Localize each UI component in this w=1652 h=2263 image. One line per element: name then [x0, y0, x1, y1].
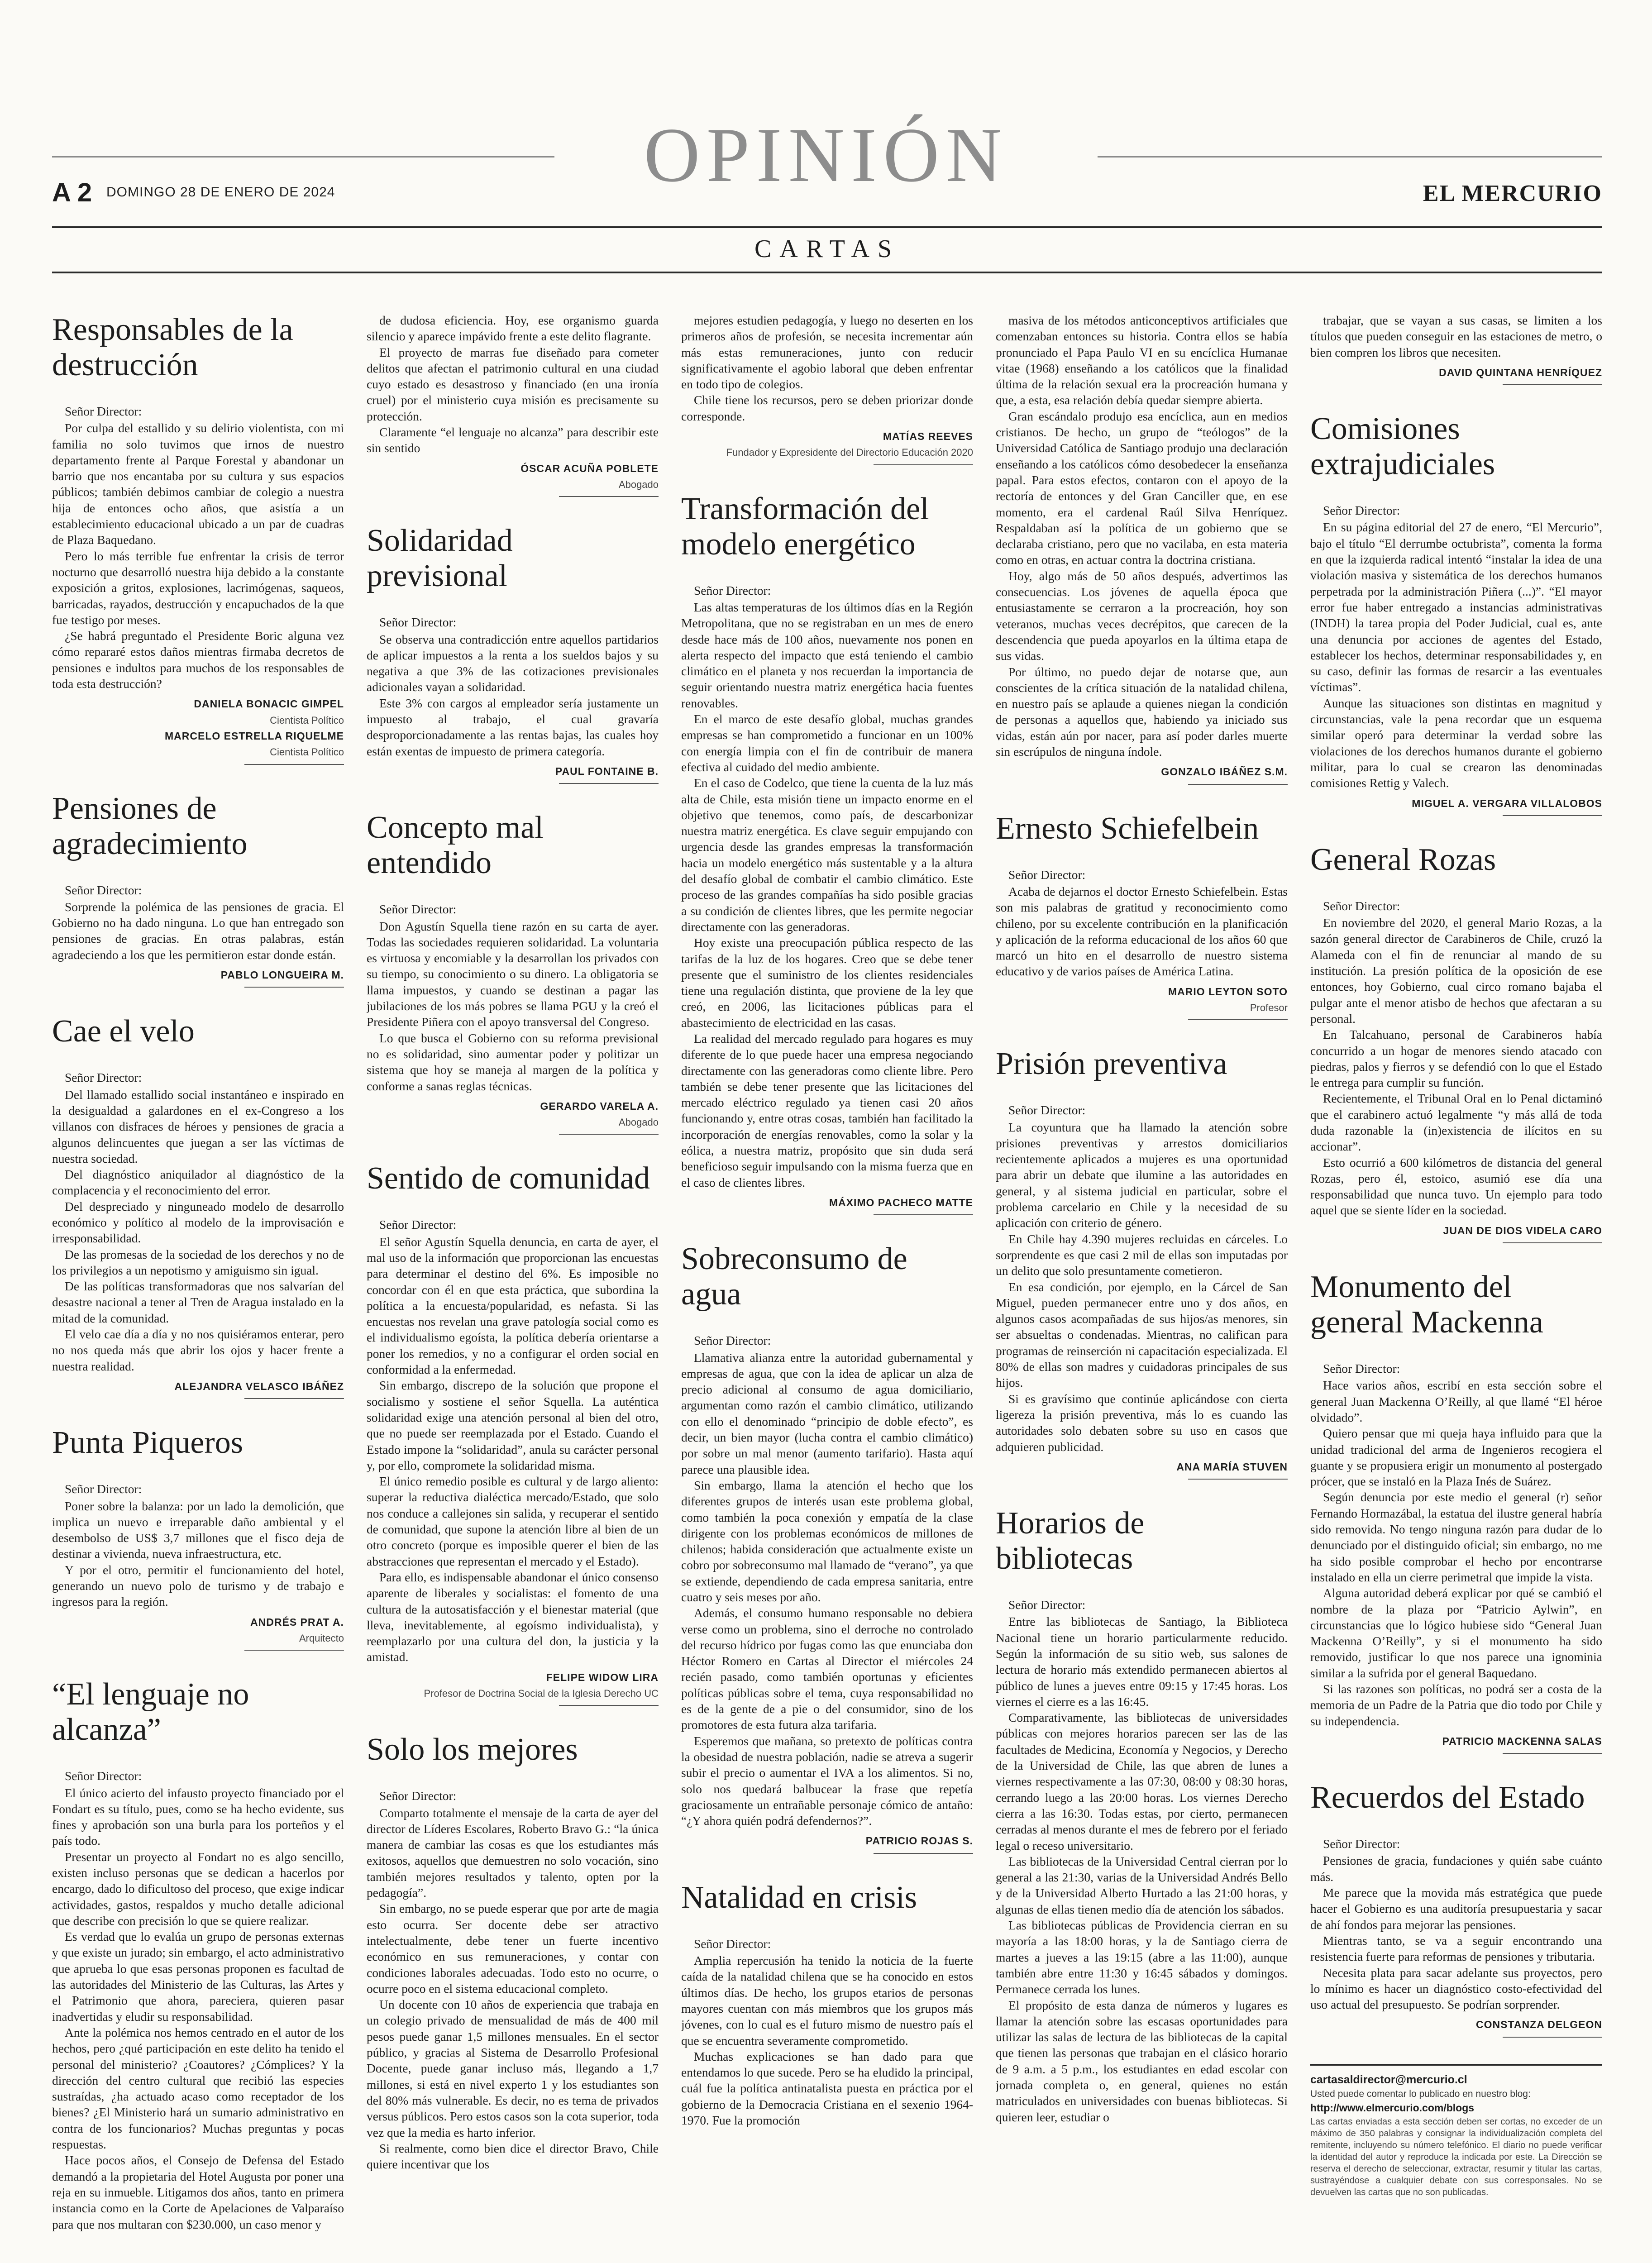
subsection-bar: [52, 226, 1602, 273]
letter-paragraph: Quiero pensar que mi queja haya influido para que la unidad tradicional del arma de Ingenieros recogiera el guante y se propusiera erigir un monumento al postergado prócer, que se instaló en la Plaza Inés de Suárez.: [1310, 1426, 1602, 1489]
letter-title: Comisiones extrajudiciales: [1310, 411, 1495, 482]
letter-title: Solo los mejores: [367, 1732, 578, 1767]
letter-paragraph: Mientras tanto, se va a seguir encontrando una resistencia fuerte para reformas de pensiones y tributaria.: [1310, 1933, 1602, 1964]
letter-signature: [1310, 1733, 1602, 1754]
letter-paragraph: El único remedio posible es cultural y de largo aliento: superar la reductiva dialéctica mercado/Estado, que solo nos conduce a callejones sin salida, y recuperar el sentido de comunidad, que supone la atención libre al bien de un otro concreto (porque es imposible querer el bien de las abstracciones que representan el mercado y el Estado).: [367, 1474, 659, 1568]
letter-title: Transformación del modelo energético: [681, 491, 929, 562]
letter-title: Natalidad en crisis: [681, 1880, 917, 1915]
letter-paragraph: Entre las bibliotecas de Santiago, la Biblioteca Nacional tiene un horario particularmente reducido. Según la información de su sitio web, sus salones de lectura de horario más extendido permanecen abiertos al público de lunes a jueves entre 09:15 y 17:45 horas. Los viernes el cierre es a las 16:45.: [996, 1614, 1288, 1709]
letters-column: [681, 312, 973, 2263]
letter-paragraph: Para ello, es indispensable abandonar el único consenso aparente de liberales y socialistas: el fomento de una cultura de la autosatisfacción y el bienestar material (que lleva, inevitablemente, al egoísmo individualista), y reemplazarlo por una cultura del don, la justicia y la amistad.: [367, 1570, 659, 1664]
letter-paragraph: Gran escándalo produjo esa encíclica, aun en medios cristianos. De hecho, un grupo de “teólogos” de la Universidad Católica de Santiago produjo una declaración enseñando a los católicos cómo desobedecer la enseñanza papal. Para estos efectos, contaron con el apoyo de la rectoría de entonces y del Gran Canciller que, en ese momento, era el cardenal Raúl Silva Henríquez. Respaldaban así la política de un gobierno que se declaraba cristiano, pero que no vacilaba, en esta materia como en otras, en actuar contra la doctrina cristiana.: [996, 409, 1288, 567]
author-name: GONZALO IBÁÑEZ S.M.: [1161, 766, 1288, 778]
letter-salutation: Señor Director:: [694, 1333, 771, 1348]
letter-paragraph: Muchas explicaciones se han dado para que entendamos lo que sucede. Pero se ha eludido la principal, cuál fue la política antinatalista puesta en práctica por el gobierno de la Democracia Cristiana en el sexenio 1964-1970. Fue la promoción: [681, 2049, 973, 2128]
letter: [367, 523, 659, 784]
author-name: DAVID QUINTANA HENRÍQUEZ: [1439, 366, 1602, 378]
letter-paragraph: Si es gravísimo que continúe aplicándose con cierta ligereza la prisión preventiva, más lo es cuando las autoridades solo debaten sobre su uso en casos que adquieren publicidad.: [996, 1391, 1288, 1454]
signature-rule: [244, 1398, 344, 1399]
signature-rule: [1503, 1753, 1602, 1754]
letters-column: [1310, 312, 1602, 2263]
author-name: MARCELO ESTRELLA RIQUELME: [165, 730, 344, 742]
author-name: DANIELA BONACIC GIMPEL: [194, 698, 344, 710]
letter-signature: [1310, 2017, 1602, 2037]
letter: [52, 791, 344, 988]
letter-title: Prisión preventiva: [996, 1046, 1227, 1082]
letter-paragraph: Si realmente, como bien dice el director Bravo, Chile quiere incentivar que los: [367, 2141, 659, 2172]
letter-paragraph: Poner sobre la balanza: por un lado la demolición, que implica un nuevo e irreparable daño ambiental y el desembolso de US$ 3,7 millones que el fisco deja de destinar a vivienda, nueva infraestructura, etc.: [52, 1499, 344, 1561]
letter: [996, 811, 1288, 1021]
author-role: Abogado: [618, 1117, 659, 1128]
newspaper-logo: EL MERCURIO: [1423, 181, 1602, 206]
letter-title: Cae el velo: [52, 1014, 195, 1049]
letter-title: Concepto mal entendido: [367, 810, 544, 881]
letter: [52, 1425, 344, 1651]
letter-paragraph: Sin embargo, discrepo de la solución que propone el socialismo y sostiene el señor Squella. La auténtica solidaridad exige una atención personal al bien del otro, que no puede ser reemplazada por el Estado. Cuando el Estado impone la “solidaridad”, anula su carácter personal y, por ello, compromete la solidaridad misma.: [367, 1378, 659, 1472]
letter-paragraph: Presentar un proyecto al Fondart no es algo sencillo, existen incluso personas que se dedican a hacerlos por encargo, dado lo dificultoso del proceso, que exige indicar actividades, gastos, respaldos y mucho detalle adicional que describe con precisión lo que se quiere realizar.: [52, 1849, 344, 1928]
letter-paragraph: Se observa una contradicción entre aquellos partidarios de aplicar impuestos a la renta a los sueldos bajos y su negativa a que 3% de las cotizaciones previsionales adicionales vayan a solidaridad.: [367, 632, 659, 694]
letter-paragraph: El único acierto del infausto proyecto financiado por el Fondart es su título, pues, como se ha hecho evidente, sus fines y aprobación son una burla para los porteños y el país todo.: [52, 1786, 344, 1848]
letter-title: Monumento del general Mackenna: [1310, 1270, 1543, 1340]
letter-signature: [367, 764, 659, 784]
author-name: MATÍAS REEVES: [883, 430, 973, 443]
signature-rule: [1503, 384, 1602, 385]
letter-signature: [681, 429, 973, 465]
signature-rule: [244, 764, 344, 765]
letter-paragraph: Del despreciado y ninguneado modelo de desarrollo económico y político al modelo de la improvisación e irresponsabilidad.: [52, 1199, 344, 1246]
letter-paragraph: En el marco de este desafío global, muchas grandes empresas se han comprometido a funcionar en un 100% con energía limpia con el fin de contribuir de manera efectiva al cuidado del medio ambiente.: [681, 712, 973, 774]
signature-rule: [559, 1705, 659, 1706]
letter-paragraph: Pero lo más terrible fue enfrentar la crisis de terror nocturno que desarrolló nuestra hija debido a la constante exposición a gritos, explosiones, lacrimógenas, saqueos, barricadas, rayados, destrucción y encapuchados de la que fue testigo por meses.: [52, 549, 344, 627]
letter-signature: [52, 696, 344, 764]
author-role: Cientista Político: [270, 746, 344, 758]
contact-box: [1310, 2064, 1602, 2199]
letter-paragraph: Chile tiene los recursos, pero se deben priorizar donde corresponde.: [681, 393, 973, 423]
letter-paragraph: Del llamado estallido social instantáneo e inspirado en la desigualdad a galardones en el ex-Congreso a los villanos con disfraces de héroes y pensiones de gracia a algunos delincuentes que juegan a ser las víctimas de nuestra sociedad.: [52, 1087, 344, 1165]
letter-paragraph: Sin embargo, no se puede esperar que por arte de magia esto ocurra. Ser docente debe ser atractivo intelectualmente, debe tener un fuerte incentivo económico en sus remuneraciones, y contar con condiciones laborales adecuadas. Todo esto no ocurre, o ocurre poco en el sistema educacional completo.: [367, 1901, 659, 1996]
letter-paragraph: Amplia repercusión ha tenido la noticia de la fuerte caída de la natalidad chilena que se ha conocido en estos últimos días. De hecho, los grupos etarios de personas mayores cuentan con más miembros que los grupos más jóvenes, con lo cual es el futuro mismo de nuestro país el que se encuentra severamente comprometido.: [681, 1953, 973, 2048]
author-name: ALEJANDRA VELASCO IBÁÑEZ: [174, 1380, 344, 1392]
signature-rule: [874, 1853, 973, 1854]
letter-paragraph: Recientemente, el Tribunal Oral en lo Penal dictaminó que el carabinero actuó legalmente “y más allá de toda duda razonable la (in)existencia de ilícitos en su accionar”.: [1310, 1091, 1602, 1154]
page-number: A 2: [52, 178, 92, 207]
letter-paragraph: El propósito de esta danza de números y lugares es llamar la atención sobre las escasas oportunidades para utilizar las salas de lectura de las bibliotecas de la capital que tienen las personas que trabajan en el clásico horario de 9 a.m. a 5 p.m., los estudiantes en edad escolar con jornada completa o, en general, quienes no están matriculados en universidades con buenas bibliotecas. Si quieren leer, estudiar o: [996, 1998, 1288, 2124]
letter: [1310, 1270, 1602, 1754]
letter-salutation: Señor Director:: [379, 1217, 457, 1232]
letter-paragraph: De las políticas transformadoras que nos salvarían del desastre nacional a tener al Tren de Aragua instalado en la mitad de la comunidad.: [52, 1279, 344, 1325]
letter: [367, 1732, 659, 2172]
letter-paragraph: de dudosa eficiencia. Hoy, ese organismo guarda silencio y aparece impávido frente a este delito flagrante.: [367, 313, 659, 344]
letter-paragraph: Hoy existe una preocupación pública respecto de las tarifas de la luz de los hogares. Creo que se debe tener presente que el suministro de los clientes residenciales tiene una regulación distinta, que proviene de la ley que creó, en 2006, las licitaciones públicas para el abastecimiento de electricidad en las casas.: [681, 936, 973, 1030]
author-name: ANA MARÍA STUVEN: [1176, 1461, 1288, 1473]
letter-salutation: Señor Director:: [1008, 1598, 1086, 1612]
author-role: Arquitecto: [299, 1632, 344, 1644]
letter-paragraph: Aunque las situaciones son distintas en magnitud y circunstancias, vale la pena recordar que un esquema similar operó para determinar la verdad sobre las violaciones de los derechos humanos durante el gobierno militar, para lo cual se crearon las denominadas comisiones Rettig y Valech.: [1310, 696, 1602, 790]
letter-paragraph: En Talcahuano, personal de Carabineros había concurrido a un hogar de menores siendo atacado con piedras, palos y fierros y se defendió con lo que el Estado le entrega para cumplir su función.: [1310, 1027, 1602, 1090]
signature-rule: [1503, 2037, 1602, 2038]
letters-columns: [52, 312, 1602, 2263]
letter-paragraph: El señor Agustín Squella denuncia, en carta de ayer, el mal uso de la información que proporcionan las encuestas para determinar el destino del 6%. Es imposible no concordar con él en que esta práctica, que subordina la política a la encuesta/popularidad, es nefasta. Si las encuestas nos revelan una grave patología social como es el individualismo egoísta, la política debería orientarse a poner los remedios, y no a configurar el orden social en conformidad a la enfermedad.: [367, 1234, 659, 1377]
letter-signature: [996, 984, 1288, 1021]
letter: [1310, 312, 1602, 385]
letter-paragraph: Si las razones son políticas, no podrá ser a costa de la memoria de un Padre de la Patria que dio todo por Chile y su independencia.: [1310, 1682, 1602, 1728]
letter-paragraph: ¿Se habrá preguntado el Presidente Boric alguna vez cómo repararé estos daños mientras firmaba decretos de pensiones e indultos para muchos de los responsables de toda esta destrucción?: [52, 629, 344, 691]
letter-paragraph: Las bibliotecas públicas de Providencia cierran en su mayoría a las 18:00 horas, y la de Santiago cierra de martes a jueves a las 19:15 (abre a las 11:00), aunque también abre entre 11:30 y 16:45 sábados y domingos. Permanece cerrada los lunes.: [996, 1918, 1288, 1996]
letter-salutation: Señor Director:: [65, 1769, 142, 1783]
letter: [996, 1506, 1288, 2125]
letter-title: Solidaridad previsional: [367, 523, 513, 594]
letter-salutation: Señor Director:: [1323, 503, 1400, 518]
letter-salutation: Señor Director:: [65, 404, 142, 418]
letter-title: Horarios de bibliotecas: [996, 1506, 1145, 1576]
letter-paragraph: Del diagnóstico aniquilador al diagnóstico de la complacencia y el reconocimiento del error.: [52, 1167, 344, 1198]
signature-rule: [874, 1214, 973, 1215]
letter-signature: [52, 967, 344, 988]
letter-paragraph: Las bibliotecas de la Universidad Central cierran por lo general a las 21:30, varias de la Universidad Andrés Bello y de la Universidad Alberto Hurtado a las 21:00 horas, y algunas de ellas tienen medio día de atención los sábados.: [996, 1854, 1288, 1916]
letter-signature: [367, 461, 659, 497]
letter-title: Sentido de comunidad: [367, 1161, 650, 1196]
blog-link[interactable]: http://www.elmercurio.com/blogs: [1310, 2102, 1475, 2114]
author-name: ÓSCAR ACUÑA POBLETE: [520, 462, 659, 474]
letter-paragraph: En esa condición, por ejemplo, en la Cárcel de San Miguel, pueden permanecer entre uno y dos años, en algunos casos acompañadas de sus hijos/as menores, sin ser absueltas o condenadas. Mientras, no califican para programas de reinserción ni capacitación especializada. El 80% de ellas son madres y cuidadoras principales de sus hijos.: [996, 1280, 1288, 1390]
letter-paragraph: Necesita plata para sacar adelante sus proyectos, pero lo mínimo es hacer un diagnóstico costo-efectividad del uso actual del presupuesto. Se podrían sorprender.: [1310, 1965, 1602, 2012]
letter-paragraph: Claramente “el lenguaje no alcanza” para describir este sin sentido: [367, 425, 659, 455]
letter-paragraph: La realidad del mercado regulado para hogares es muy diferente de lo que puede hacer una empresa negociando directamente con las generadoras como cliente libre. Pero también se debe tener presente que las licitaciones del mercado eléctrico regulado ya tienen casi 20 años funcionando y, entre otras cosas, también han facilitado la incorporación de energías renovables, como la solar y la eólica, a nuestra matriz, propósito que sin duda será beneficioso seguir impulsando con la misma fuerza que en el caso de clientes libres.: [681, 1031, 973, 1189]
letter-title: “El lenguaje no alcanza”: [52, 1677, 249, 1747]
letter: [681, 312, 973, 465]
letter-salutation: Señor Director:: [379, 1789, 457, 1803]
letter-paragraph: Por culpa del estallido y su delirio violentista, con mi familia no solo tuvimos que irnos de nuestro departamento frente al Parque Forestal y abandonar un barrio que nos encantaba por su cultura y sus espacios públicos; también debimos cambiar de colegio a nuestra hija de entonces ocho años, que asistía a un establecimiento educacional ubicado a un par de cuadras de Plaza Baquedano.: [52, 421, 344, 547]
letter-title: Responsables de la destrucción: [52, 312, 293, 382]
letter: [681, 1241, 973, 1854]
letters-column: [996, 312, 1288, 2263]
letter-salutation: Señor Director:: [379, 902, 457, 917]
letter-signature: [996, 764, 1288, 784]
letter-signature: [681, 1195, 973, 1215]
letter-paragraph: Acaba de dejarnos el doctor Ernesto Schiefelbein. Estas son mis palabras de gratitud y reconocimiento como chileno, por su excelente contribución en la planificación y aplicación de la reforma educacional de los años 60 que marcó un hito en el desarrollo de nuestro sistema educativo y de varios países de América Latina.: [996, 884, 1288, 979]
signature-rule: [1503, 815, 1602, 816]
letter-title: Pensiones de agradecimiento: [52, 791, 248, 861]
subsection-label: CARTAS: [754, 235, 900, 263]
letter-paragraph: Esto ocurrió a 600 kilómetros de distancia del general Rozas, pero él, estoico, asumió ese día una responsabilidad que nunca tuvo. Un ejemplo para todo aquel que se siente líder en la sociedad.: [1310, 1155, 1602, 1217]
letter: [681, 492, 973, 1216]
letter-paragraph: Esperemos que mañana, so pretexto de políticas contra la obesidad de nuestra población, nadie se atreva a sugerir subir el precio o aumentar el IVA a los alimentos. Si no, solo nos quedará balbucear la frase que repetía graciosamente un entrañable personaje cómico de antaño: “¿Y ahora quién podrá defendernos?”.: [681, 1733, 973, 1828]
author-name: PAUL FONTAINE B.: [555, 765, 659, 777]
letter-title: Recuerdos del Estado: [1310, 1780, 1585, 1815]
letter-paragraph: Un docente con 10 años de experiencia que trabaja en un colegio privado de mensualidad de más de 400 mil pesos puede ganar 1,5 millones mensuales. En el sector público, y gracias al Sistema de Desarrollo Profesional Docente, puede ganar incluso más, llegando a 1,7 millones, si está en nivel experto 1 y los estudiantes son del 80% más vulnerable. Es decir, no es tema de privados versus públicos. Pero estos casos son la cota superior, toda vez que la media es harto inferior.: [367, 1997, 659, 2139]
author-role: Profesor: [1250, 1002, 1288, 1013]
letter-salutation: Señor Director:: [65, 1482, 142, 1496]
letter: [367, 312, 659, 497]
letter-paragraph: Hoy, algo más de 50 años después, advertimos las consecuencias. Los jóvenes de aquella época que entusiastamente se cerraron a la procreación, hoy son veteranos, muchas veces decrépitos, que carecen de la descendencia que pueda apoyarlos en la última etapa de sus vidas.: [996, 568, 1288, 663]
author-name: PATRICIO ROJAS S.: [865, 1835, 973, 1847]
letters-column: [367, 312, 659, 2263]
letter-salutation: Señor Director:: [694, 583, 771, 597]
signature-rule: [1188, 784, 1288, 785]
letter-paragraph: Llamativa alianza entre la autoridad gubernamental y empresas de agua, que con la idea de aplicar un alza de precio adicional al consumo de agua domiciliario, argumentan como razón el cambio climático, utilizando con ello el denominado “principio de doble efecto”, es decir, un bien mayor (lucha contra el cambio climático) por sobre un mal menor (aumento tarifario). Hasta aquí parece una plausible idea.: [681, 1350, 973, 1476]
letter-paragraph: En su página editorial del 27 de enero, “El Mercurio”, bajo el título “El derrumbe octubrista”, comenta la forma en que la izquierda radical intentó “instalar la idea de una violación masiva y sistemática de los derechos humanos perpetrada por la administración Piñera (...)”. “El mayor error fue haber entregado a instancias administrativas (INDH) la tarea propia del Poder Judicial, cual es, ante una denuncia por acciones de agentes del Estado, establecer los hechos, determinar responsabilidades y, en su caso, definir las formas de resarcir a las eventuales víctimas”.: [1310, 520, 1602, 694]
letter-paragraph: Según denuncia por este medio el general (r) señor Fernando Hormazábal, la estatua del ilustre general habría sido removida. No tengo ninguna razón para dudar de lo denunciado por el distinguido oficial; sin embargo, no me ha sido posible comprobar el hecho por encontrarse instalado en ella un cierre perimetral que impide la vista.: [1310, 1490, 1602, 1584]
letter-signature: [367, 1670, 659, 1706]
letter-paragraph: Ante la polémica nos hemos centrado en el autor de los hechos, pero ¿qué participación en este delito ha tenido el personal del ministerio? ¿Coautores? ¿Cómplices? Y la dirección del centro cultural que recibió las especies sustraídas, ¿ha actuado acaso como receptador de los bienes? ¿El Ministerio hará un sumario administrativo en contra de los funcionarios? Muchas preguntas y pocas respuestas.: [52, 2025, 344, 2152]
edition-date: DOMINGO 28 DE ENERO DE 2024: [106, 185, 335, 200]
author-name: CONSTANZA DELGEON: [1476, 2019, 1602, 2031]
letter-signature: [996, 1459, 1288, 1480]
letter-signature: [52, 1379, 344, 1399]
letter-paragraph: En el caso de Codelco, que tiene la cuenta de la luz más alta de Chile, esta misión tiene un impacto enorme en el objetivo que tenemos, como país, de descarbonizar nuestra matriz energética. Es clave seguir empujando con urgencia desde las grandes empresas la transformación hacia un modelo energético más sustentable y a la altura del desafío global de combatir el cambio climático. Este proceso de las grandes compañías ha sido posible gracias a su condición de clientes libres, que les permite negociar directamente con las generadoras.: [681, 776, 973, 934]
letter-paragraph: Hace varios años, escribí en esta sección sobre el general Juan Mackenna O’Reilly, al que llamé “El héroe olvidado”.: [1310, 1378, 1602, 1424]
letter: [1310, 842, 1602, 1243]
letter-paragraph: masiva de los métodos anticonceptivos artificiales que comenzaban entonces su historia. Contra ellos se había pronunciado el Papa Paulo VI en su encíclica Humanae vitae (1968) enseñando a los católicos que la finalidad última de la relación sexual era la procreación humana y que, a esta, esa relación debía quedar siempre abierta.: [996, 313, 1288, 407]
letter-signature: [52, 1614, 344, 1651]
signature-rule: [559, 1134, 659, 1135]
letter-salutation: Señor Director:: [1008, 1103, 1086, 1117]
letter-paragraph: El proyecto de marras fue diseñado para cometer delitos que afectan el patrimonio cultural en una ciudad cuyo estado es desastroso y financiado (en una ironía cruel) por el ministerio cuya misión es precisamente su protección.: [367, 345, 659, 423]
letter-paragraph: Sin embargo, llama la atención el hecho que los diferentes grupos de interés usan este problema global, como también la poca conexión y empatía de la clase dirigente con los problemas económicos de millones de chilenos; habida consideración que actualmente existe un cobro por sobreconsumo mal llamado de “verano”, ya que se extiende, dependiendo de cada empresa sanitaria, entre cuatro y seis meses por año.: [681, 1478, 973, 1604]
letter-paragraph: El velo cae día a día y no nos quisiéramos enterar, pero no nos queda más que abrir los ojos y hacer frente a nuestra realidad.: [52, 1327, 344, 1373]
letter-paragraph: En Chile hay 4.390 mujeres recluidas en cárceles. Lo sorprendente es que casi 2 mil de ellas son imputadas por un delito que solo presuntamente cometieron.: [996, 1232, 1288, 1278]
signature-rule: [244, 987, 344, 988]
letter-paragraph: En noviembre del 2020, el general Mario Rozas, a la sazón general director de Carabineros de Chile, cruzó la Alameda con el fin de renunciar al mando de su institución. La presión política de la oposición de ese entonces, hoy Gobierno, cual circo romano bajaba el pulgar ante el menor atisbo de hechos que afectaran a su personal.: [1310, 916, 1602, 1026]
letter-paragraph: trabajar, que se vayan a sus casas, se limiten a los títulos que pueden conseguir en las estaciones de metro, o bien compren los libros que necesiten.: [1310, 313, 1602, 359]
letter-paragraph: Alguna autoridad deberá explicar por qué se cambió el nombre de la plaza por “Patricio Aylwin”, en circunstancias que lo lógico hubiese sido “General Juan Mackenna O’Reilly”, y si el monumento ha sido removido, justificar lo que nos parece una ignominia similar a la sufrida por el general Baquedano.: [1310, 1586, 1602, 1680]
author-role: Fundador y Expresidente del Directorio Educación 2020: [726, 447, 973, 458]
signature-rule: [559, 783, 659, 784]
author-name: JUAN DE DIOS VIDELA CARO: [1443, 1224, 1602, 1237]
letter-salutation: Señor Director:: [1008, 867, 1086, 882]
author-name: PATRICIO MACKENNA SALAS: [1442, 1735, 1602, 1747]
letter: [367, 1161, 659, 1706]
author-role: Abogado: [618, 478, 659, 490]
letter-paragraph: Don Agustín Squella tiene razón en su carta de ayer. Todas las sociedades requieren solidaridad. La voluntaria es virtuosa y encomiable y la desarrollan los privados con su tiempo, su conocimiento o su dinero. La obligatoria se llama impuestos, y cuando se destinan a pagar las jubilaciones de los más pobres se llama PGU y la creó el Presidente Piñera con el apoyo transversal del Congreso.: [367, 919, 659, 1029]
letter-paragraph: mejores estudien pedagogía, y luego no deserten en los primeros años de profesión, se necesita incrementar aún más estas remuneraciones, junto con reducir significativamente el agobio laboral que deben enfrentar en todo tipo de colegios.: [681, 313, 973, 391]
letter: [1310, 1780, 1602, 2038]
letter-paragraph: Es verdad que lo evalúa un grupo de personas externas y que existe un jurado; sin embargo, el acto administrativo que aprueba lo que esas personas proponen es facultad de las autoridades del Ministerio de las Culturas, las Artes y el Patrimonio que ahora, pareciera, quieren pasar inadvertidas y eludir su responsabilidad.: [52, 1929, 344, 2024]
letter-signature: [367, 1098, 659, 1135]
author-name: FELIPE WIDOW LIRA: [546, 1671, 659, 1683]
signature-rule: [244, 1650, 344, 1651]
letter: [52, 1014, 344, 1399]
letter-salutation: Señor Director:: [694, 1936, 771, 1951]
letter-title: General Rozas: [1310, 842, 1496, 877]
letters-column: [52, 312, 344, 2263]
letter: [996, 1046, 1288, 1480]
signature-rule: [1503, 1242, 1602, 1243]
letter-signature: [1310, 1223, 1602, 1243]
contact-email[interactable]: cartasaldirector@mercurio.cl: [1310, 2073, 1467, 2086]
letter-title: Sobreconsumo de agua: [681, 1241, 907, 1312]
author-name: GERARDO VARELA A.: [540, 1100, 659, 1112]
letter: [681, 1880, 973, 2129]
section-title: OPINIÓN: [644, 112, 1008, 198]
letter-salutation: Señor Director:: [1323, 1361, 1400, 1376]
letter-salutation: Señor Director:: [1323, 898, 1400, 913]
signature-rule: [1188, 1019, 1288, 1020]
letter-paragraph: Comparativamente, las bibliotecas de universidades públicas con mejores horarios parecen ser las de las facultades de Medicina, Economía y Negocios, y Derecho de la Universidad de Chile, las que abren de lunes a viernes respectivamente a las 07:30, 08:00 y 08:30 horas, cerrando luego a las 20:00 horas. Los viernes Derecho cierra a las 16:30. Todas estas, por cierto, permanecen cerradas al menos durante el mes de febrero por el feriado legal o receso universitario.: [996, 1710, 1288, 1852]
letter-paragraph: Lo que busca el Gobierno con su reforma previsional no es solidaridad, sino aumentar poder y politizar un sistema que hoy se maneja al margen de la política y conforme a sanas reglas técnicas.: [367, 1031, 659, 1093]
letter-paragraph: Y por el otro, permitir el funcionamiento del hotel, generando un nuevo polo de turismo y de trabajo e ingresos para la región.: [52, 1562, 344, 1609]
author-role: Cientista Político: [270, 714, 344, 726]
letter-salutation: Señor Director:: [65, 883, 142, 897]
author-name: MIGUEL A. VERGARA VILLALOBOS: [1412, 797, 1602, 809]
letter-title: Punta Piqueros: [52, 1425, 243, 1461]
letter-paragraph: Pensiones de gracia, fundaciones y quién sabe cuánto más.: [1310, 1853, 1602, 1884]
author-name: MÁXIMO PACHECO MATTE: [829, 1196, 973, 1208]
letter-paragraph: Este 3% con cargos al empleador sería justamente un impuesto al trabajo, el cual gravaría desproporcionadamente a las rentas bajas, las cuales hoy están exentas de impuesto de primera categoría.: [367, 696, 659, 758]
letter-paragraph: La coyuntura que ha llamado la atención sobre prisiones preventivas y arrestos domiciliarios recientemente aplicados a mujeres es una oportunidad para abrir un debate que ilumine a las autoridades en general, y al sistema judicial en particular, sobre el problema carcelario en Chile y la necesidad de su aplicación con criterio de género.: [996, 1120, 1288, 1230]
letter-salutation: Señor Director:: [65, 1070, 142, 1085]
letter-paragraph: Además, el consumo humano responsable no debiera verse como un problema, sino el derroche no controlado del recurso hídrico por fugas como las que enunciaba don Héctor Romero en Cartas al Director el miércoles 24 recién pasado, como también oportunas y eficientes políticas públicas sobre el tema, cuya responsabilidad no es de la gente de a pie o del consumidor, sino de los promotores de esta futura alza tarifaria.: [681, 1606, 973, 1732]
author-name: PABLO LONGUEIRA M.: [220, 969, 344, 981]
letter-title: Ernesto Schiefelbein: [996, 811, 1259, 846]
letter-paragraph: De las promesas de la sociedad de los derechos y no de los privilegios a un nepotismo y amiguismo sin igual.: [52, 1247, 344, 1277]
signature-rule: [1188, 1479, 1288, 1480]
signature-rule: [874, 464, 973, 465]
letter-paragraph: Por último, no puedo dejar de notarse que, aun conscientes de la crítica situación de la natalidad chilena, en nuestro país se aplaude a quienes niegan la condición de personas a aquellos que, habiendo ya iniciado sus vidas, están aún por nacer, para así poder darles muerte sin escrúpulos de ninguna índole.: [996, 664, 1288, 759]
letter-signature: [681, 1833, 973, 1853]
letter: [996, 312, 1288, 785]
letter-signature: [1310, 365, 1602, 385]
letter-paragraph: Sorprende la polémica de las pensiones de gracia. El Gobierno no ha dado ninguna. Lo que han entregado son pensiones de gracias. En otras palabras, están agradeciendo a los que les permitieron estar donde están.: [52, 899, 344, 962]
masthead: [0, 0, 1652, 281]
author-role: Profesor de Doctrina Social de la Iglesia Derecho UC: [424, 1688, 659, 1699]
contact-rules: Las cartas enviadas a esta sección deben ser cortas, no exceder de un máximo de 350 palabras y consignar la individualización completa del remitente, incluyendo su número telefónico. El diario no puede verificar la identidad del autor y reproduce la indicada por este. La Dirección se reserva el derecho de seleccionar, extractar, resumir y titular las cartas, sustrayéndose a cualquier debate con sus corresponsales. No se devuelven las cartas que no son publicadas.: [1310, 2117, 1602, 2198]
signature-rule: [559, 496, 659, 497]
letter-signature: [1310, 796, 1602, 816]
letter-paragraph: Las altas temperaturas de los últimos días en la Región Metropolitana, que no se registraban en un mes de enero desde hace más de 100 años, nuevamente nos ponen en alerta respecto del impacto que está teniendo el cambio climático en el planeta y nos recuerdan la importancia de seguir orientando nuestra matriz energética hacia fuentes renovables.: [681, 600, 973, 710]
letter-paragraph: Me parece que la movida más estratégica que puede hacer el Gobierno es una auditoría presupuestaria y sacar de ahí fondos para mejorar las pensiones.: [1310, 1886, 1602, 1932]
letter: [367, 810, 659, 1135]
contact-note: Usted puede comentar lo publicado en nuestro blog:: [1310, 2089, 1531, 2100]
letter-paragraph: Comparto totalmente el mensaje de la carta de ayer del director de Líderes Escolares, Roberto Bravo G.: “la única manera de cambiar las cosas es que los estudiantes más exitosos, aquellos que demuestren no solo vocación, sino también mejores resultados y talento, opten por la pedagogía”.: [367, 1805, 659, 1900]
letter: [1310, 411, 1602, 816]
letter: [52, 1677, 344, 2232]
author-name: ANDRÉS PRAT A.: [250, 1616, 344, 1628]
letter-salutation: Señor Director:: [1323, 1837, 1400, 1851]
letter: [52, 312, 344, 765]
letter-paragraph: Hace pocos años, el Consejo de Defensa del Estado demandó a la propietaria del Hotel Augusta por poner una reja en su inmueble. Litigamos dos años, tanto en primera instancia como en la Corte de Apelaciones de Valparaíso para que nos multaran con $230.000, un caso menor y: [52, 2153, 344, 2231]
author-name: MARIO LEYTON SOTO: [1168, 985, 1288, 998]
letter-salutation: Señor Director:: [379, 615, 457, 630]
